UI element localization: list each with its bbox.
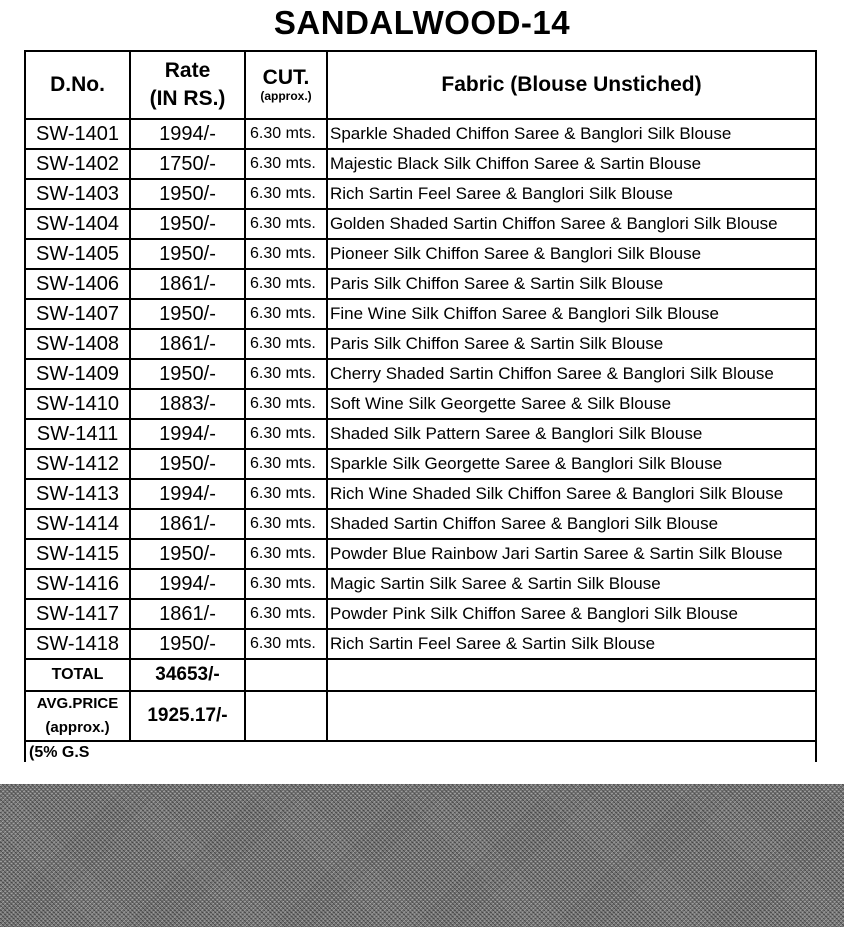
table-row: [25, 209, 816, 239]
avg-cut-cell: [245, 691, 327, 741]
table-row: [25, 599, 816, 629]
design-number: SW-1405: [25, 239, 130, 269]
table-row: [25, 269, 816, 299]
table-row: [25, 419, 816, 449]
table-row: [25, 149, 816, 179]
rate: 1950/-: [130, 449, 245, 479]
table-row: [25, 389, 816, 419]
design-number: SW-1410: [25, 389, 130, 419]
table-row: [25, 179, 816, 209]
header-row: [25, 51, 816, 119]
price-list-table: [24, 50, 817, 762]
rate: 1950/-: [130, 539, 245, 569]
fabric-description: Sparkle Shaded Chiffon Saree & Banglori Silk Blouse: [327, 119, 816, 149]
cut-length: 6.30 mts.: [245, 179, 327, 209]
avg-price-label-line1: AVG.PRICE: [36, 695, 119, 712]
cut-length: 6.30 mts.: [245, 149, 327, 179]
design-number: SW-1404: [25, 209, 130, 239]
fabric-description: Powder Pink Silk Chiffon Saree & Banglori Silk Blouse: [327, 599, 816, 629]
rate: 1950/-: [130, 629, 245, 659]
fabric-description: Rich Wine Shaded Silk Chiffon Saree & Banglori Silk Blouse: [327, 479, 816, 509]
avg-price-row: [25, 691, 816, 741]
design-number: SW-1411: [25, 419, 130, 449]
design-number: SW-1414: [25, 509, 130, 539]
gst-row: [25, 741, 816, 762]
fabric-description: Shaded Sartin Chiffon Saree & Banglori Silk Blouse: [327, 509, 816, 539]
design-number: SW-1407: [25, 299, 130, 329]
cut-length: 6.30 mts.: [245, 449, 327, 479]
fabric-description: Sparkle Silk Georgette Saree & Banglori Silk Blouse: [327, 449, 816, 479]
table-row: [25, 629, 816, 659]
design-number: SW-1406: [25, 269, 130, 299]
avg-fabric-cell: [327, 691, 816, 741]
rate: 1950/-: [130, 179, 245, 209]
fabric-description: Rich Sartin Feel Saree & Banglori Silk Blouse: [327, 179, 816, 209]
cut-length: 6.30 mts.: [245, 299, 327, 329]
fabric-description: Pioneer Silk Chiffon Saree & Banglori Silk Blouse: [327, 239, 816, 269]
rate: 1950/-: [130, 239, 245, 269]
cut-length: 6.30 mts.: [245, 389, 327, 419]
rate: 1994/-: [130, 119, 245, 149]
fabric-description: Cherry Shaded Sartin Chiffon Saree & Banglori Silk Blouse: [327, 359, 816, 389]
total-fabric-cell: [327, 659, 816, 691]
cut-length: 6.30 mts.: [245, 209, 327, 239]
design-number: SW-1413: [25, 479, 130, 509]
table-row: [25, 509, 816, 539]
rate: 1861/-: [130, 599, 245, 629]
cut-length: 6.30 mts.: [245, 119, 327, 149]
design-number: SW-1416: [25, 569, 130, 599]
fabric-description: Powder Blue Rainbow Jari Sartin Saree & Sartin Silk Blouse: [327, 539, 816, 569]
table-row: [25, 329, 816, 359]
fabric-description: Paris Silk Chiffon Saree & Sartin Silk Blouse: [327, 269, 816, 299]
rate: 1861/-: [130, 269, 245, 299]
cut-length: 6.30 mts.: [245, 569, 327, 599]
table-row: [25, 359, 816, 389]
table-row: [25, 119, 816, 149]
rate: 1994/-: [130, 479, 245, 509]
rate: 1750/-: [130, 149, 245, 179]
total-label: TOTAL: [25, 659, 130, 691]
header-cut-line1: CUT.: [262, 66, 310, 89]
table-row: [25, 239, 816, 269]
table-body: [25, 119, 816, 659]
header-fabric: Fabric (Blouse Unstiched): [327, 51, 816, 119]
design-number: SW-1412: [25, 449, 130, 479]
fabric-description: Magic Sartin Silk Saree & Sartin Silk Blouse: [327, 569, 816, 599]
page-title: SANDALWOOD-14: [273, 4, 571, 41]
rate: 1861/-: [130, 329, 245, 359]
cut-length: 6.30 mts.: [245, 239, 327, 269]
header-rate-line2: (IN RS.): [149, 87, 226, 110]
header-dno: D.No.: [25, 51, 130, 119]
avg-price-label-line2: (approx.): [45, 719, 110, 736]
rate: 1883/-: [130, 389, 245, 419]
table-row: [25, 449, 816, 479]
design-number: SW-1417: [25, 599, 130, 629]
cut-length: 6.30 mts.: [245, 269, 327, 299]
design-number: SW-1408: [25, 329, 130, 359]
rate: 1950/-: [130, 209, 245, 239]
cut-length: 6.30 mts.: [245, 509, 327, 539]
table-row: [25, 299, 816, 329]
cut-length: 6.30 mts.: [245, 479, 327, 509]
header-cut: [245, 51, 327, 119]
total-value: 34653/-: [130, 659, 245, 691]
cut-length: 6.30 mts.: [245, 419, 327, 449]
rate: 1994/-: [130, 419, 245, 449]
cut-length: 6.30 mts.: [245, 329, 327, 359]
total-cut-cell: [245, 659, 327, 691]
avg-price-value: 1925.17/-: [130, 691, 245, 741]
cut-length: 6.30 mts.: [245, 629, 327, 659]
design-number: SW-1409: [25, 359, 130, 389]
rate: 1994/-: [130, 569, 245, 599]
header-rate-line1: Rate: [164, 59, 211, 82]
design-number: SW-1415: [25, 539, 130, 569]
fabric-description: Golden Shaded Sartin Chiffon Saree & Banglori Silk Blouse: [327, 209, 816, 239]
gst-note: (5% G.S: [25, 741, 816, 762]
rate: 1861/-: [130, 509, 245, 539]
design-number: SW-1401: [25, 119, 130, 149]
table-row: [25, 569, 816, 599]
total-row: [25, 659, 816, 691]
design-number: SW-1418: [25, 629, 130, 659]
table-row: [25, 479, 816, 509]
design-number: SW-1403: [25, 179, 130, 209]
fabric-description: Fine Wine Silk Chiffon Saree & Banglori Silk Blouse: [327, 299, 816, 329]
fabric-description: Paris Silk Chiffon Saree & Sartin Silk Blouse: [327, 329, 816, 359]
fabric-description: Majestic Black Silk Chiffon Saree & Sartin Blouse: [327, 149, 816, 179]
fabric-description: Rich Sartin Feel Saree & Sartin Silk Blouse: [327, 629, 816, 659]
avg-price-label: [25, 691, 130, 741]
obscured-noise-area: [0, 784, 844, 927]
cut-length: 6.30 mts.: [245, 539, 327, 569]
fabric-description: Soft Wine Silk Georgette Saree & Silk Blouse: [327, 389, 816, 419]
header-cut-line2: (approx.): [260, 89, 312, 103]
design-number: SW-1402: [25, 149, 130, 179]
cut-length: 6.30 mts.: [245, 359, 327, 389]
fabric-description: Shaded Silk Pattern Saree & Banglori Silk Blouse: [327, 419, 816, 449]
header-rate: [130, 51, 245, 119]
table-row: [25, 539, 816, 569]
rate: 1950/-: [130, 299, 245, 329]
rate: 1950/-: [130, 359, 245, 389]
cut-length: 6.30 mts.: [245, 599, 327, 629]
